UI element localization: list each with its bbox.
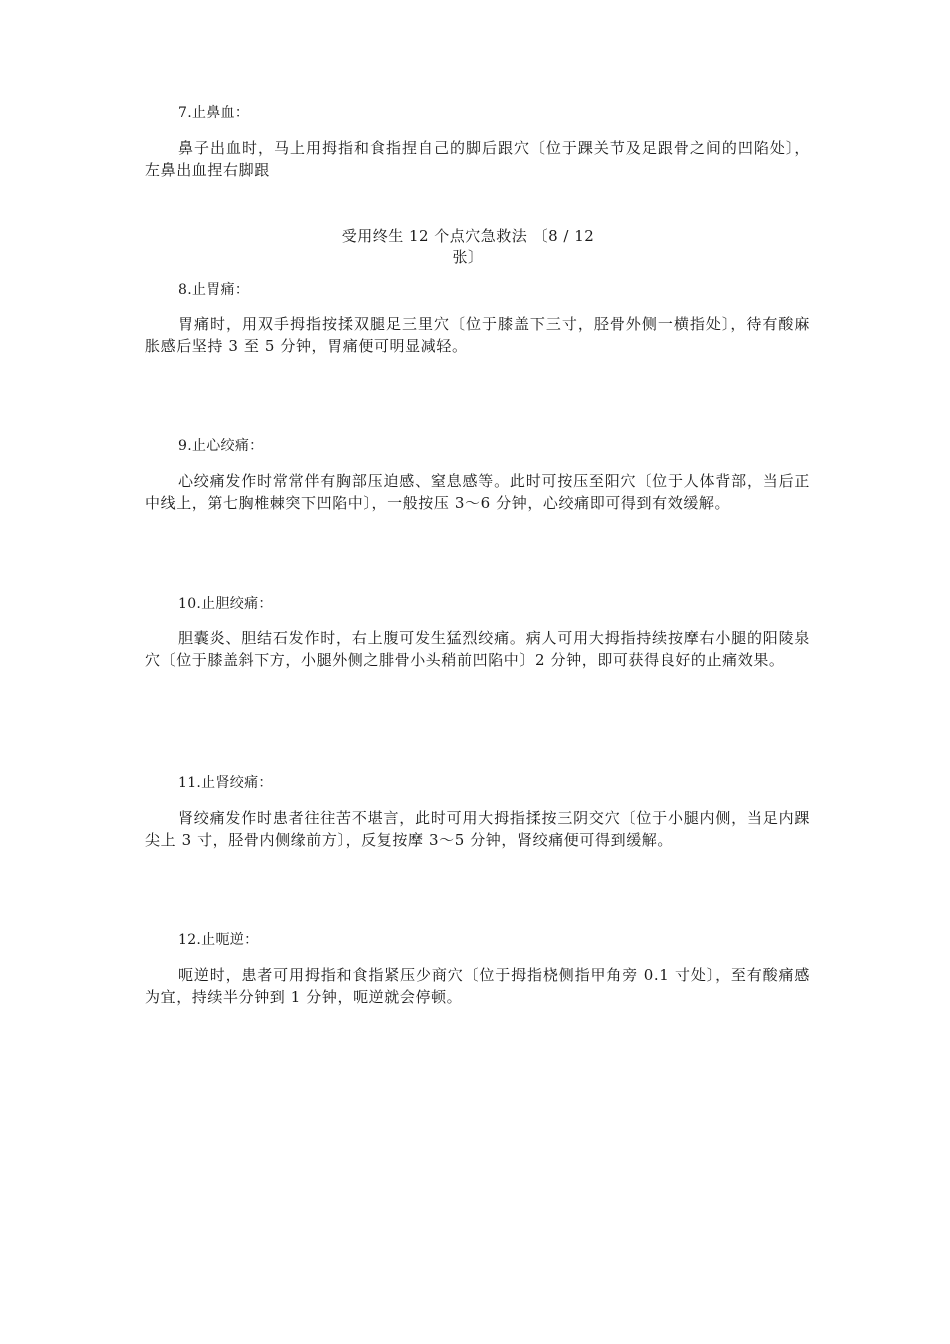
section-heading-12: 12.止呃逆： [178, 932, 259, 948]
section-body-10 [145, 627, 810, 671]
section-text-8: 胃痛时，用双手拇指按揉双腿足三里穴〔位于膝盖下三寸，胫骨外侧一横指处〕，待有酸麻胀感后坚持 3 至 5 分钟，胃痛便可明显减轻。 [145, 315, 810, 355]
section-text-7: 鼻子出血时，马上用拇指和食指捏自己的脚后跟穴〔位于踝关节及足跟骨之间的凹陷处〕，左鼻出血捏右脚跟 [145, 139, 810, 179]
page-title-line2: 张〕 [452, 248, 484, 266]
section-body-7 [145, 137, 810, 181]
section-heading-10: 10.止胆绞痛： [178, 596, 273, 612]
section-heading-7: 7.止鼻血： [178, 105, 250, 121]
page-title [318, 226, 618, 268]
section-heading-11: 11.止肾绞痛： [178, 775, 273, 791]
section-heading-8: 8.止胃痛： [178, 282, 250, 298]
page-title-line1: 受用终生 12 个点穴急救法 〔8 / 12 [341, 227, 595, 245]
section-body-12 [145, 964, 810, 1008]
section-body-9 [145, 470, 810, 514]
section-heading-9: 9.止心绞痛： [178, 438, 264, 454]
section-text-9: 心绞痛发作时常常伴有胸部压迫感、窒息感等。此时可按压至阳穴〔位于人体背部，当后正中线上，第七胸椎棘突下凹陷中〕，一般按压 3～6 分钟，心绞痛即可得到有效缓解。 [145, 472, 810, 512]
section-text-12: 呃逆时，患者可用拇指和食指紧压少商穴〔位于拇指桡侧指甲角旁 0.1 寸处〕，至有酸痛感为宜，持续半分钟到 1 分钟，呃逆就会停顿。 [145, 966, 810, 1006]
section-text-10: 胆囊炎、胆结石发作时，右上腹可发生猛烈绞痛。病人可用大拇指持续按摩右小腿的阳陵泉穴〔位于膝盖斜下方，小腿外侧之腓骨小头稍前凹陷中〕2 分钟，即可获得良好的止痛效果。 [145, 629, 810, 669]
section-text-11: 肾绞痛发作时患者往往苦不堪言，此时可用大拇指揉按三阴交穴〔位于小腿内侧，当足内踝尖上 3 寸，胫骨内侧缘前方〕，反复按摩 3～5 分钟，肾绞痛便可得到缓解。 [145, 809, 810, 849]
section-body-11 [145, 807, 810, 851]
section-body-8 [145, 313, 810, 357]
